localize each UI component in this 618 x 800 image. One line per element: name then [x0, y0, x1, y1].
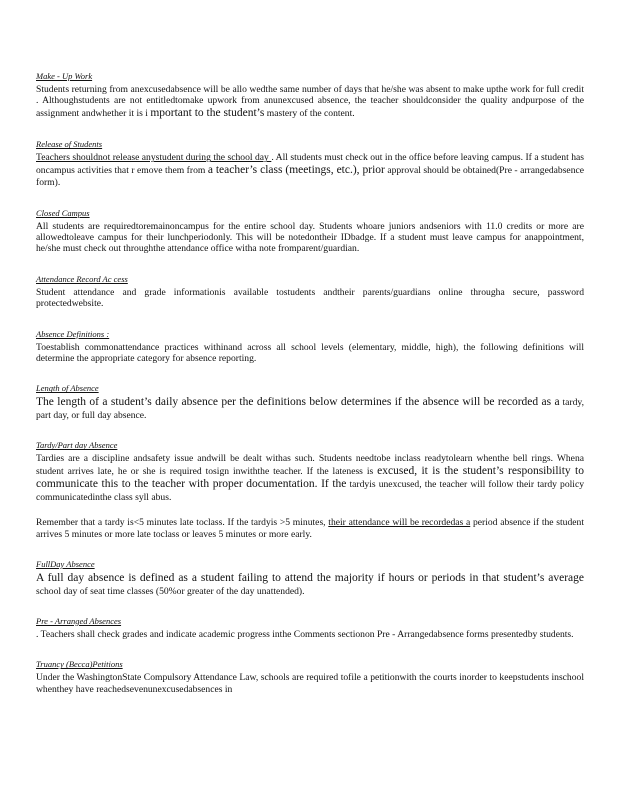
paragraph-text: All students are requiredtoremainoncampus for the entire school day. Students whoare juniors andseniors with 11.0 credits or more are allowedtoleave campus for their lunchperiodonly. This will be notedontheir IDbadge. If a student must leave campus for anappointment, he/she must check out throughthe attendance office witha note fromparent/guardian.	[36, 220, 584, 255]
section-truancy-becca-petitions	[36, 654, 584, 695]
section-absence-definitions	[36, 324, 584, 365]
section-paragraph	[36, 152, 584, 188]
section-paragraph	[36, 572, 584, 597]
paragraph-text: Teachers shouldnot release anystudent during the school day	[36, 152, 272, 164]
section-length-of-absence	[36, 378, 584, 421]
section-heading: FullDay Absence	[36, 559, 95, 569]
section-untitled	[36, 517, 584, 540]
paragraph-text: tardy, part day, or full day absence.	[36, 397, 584, 421]
section-heading: Make - Up Work	[36, 71, 93, 81]
paragraph-text: school day of seat time classes (50%or greater of the day unattended).	[36, 585, 305, 597]
section-make-up-work	[36, 66, 584, 120]
paragraph-text: Student attendance and grade informationis available tostudents andtheir parents/guardians online througha secure, password protectedwebsite.	[36, 286, 584, 310]
section-paragraph	[36, 453, 584, 503]
paragraph-text: mastery of the content.	[264, 107, 355, 119]
paragraph-text: tardyis unexcused, the teacher will follow their tardy policy communicatedinthe class syll abus.	[36, 479, 585, 503]
section-closed-campus	[36, 203, 584, 255]
paragraph-text: Tardies are a discipline andsafety issue andwill be dealt withas such. Students needtobe inclass readytolearn whenthe bell rings. Whena student arrives late, he or she is required tosign inwiththe teacher. If the lateness is	[36, 453, 584, 477]
section-heading: Tardy/Part day Absence	[36, 440, 118, 451]
section-paragraph	[36, 342, 584, 365]
paragraph-text: . All students must check out in the office before leaving campus. If a student has oncampus activities that r emove them from	[36, 152, 584, 176]
section-heading: Length of Absence	[36, 383, 99, 394]
section-tardy-part-day-absence	[36, 435, 584, 503]
section-paragraph	[36, 84, 584, 120]
paragraph-text-large: The length of a student’s daily absence per the definitions below determines if the absence will be recorded as a	[36, 396, 560, 409]
paragraph-text: Toestablish commonattendance practices withinand across all school levels (elementary, middle, high), the following definitions will determine the appropriate category for absence reporting.	[36, 341, 584, 365]
paragraph-text: their attendance will be recordedas a	[328, 517, 471, 529]
section-release-of-students	[36, 134, 584, 188]
paragraph-text: period absence if the student arrives 5 minutes or more late toclass or leaves 5 minutes or more early.	[36, 517, 584, 540]
paragraph-text: Students returning from anexcusedabsence will be allo wedthe same number of days that he/she was absent to make upthe work for full credit . Althoughstudents are not entitledtomake upwork from anunexcused absence, the teacher shouldconsider the quality andpurpose of the assignment andwhether it is i	[36, 84, 584, 119]
paragraph-text: Under the WashingtonState Compulsory Attendance Law, schools are required tofile a petitionwith the courts inorder to keepstudents inschool whenthey have reachedsevenunexcusedabsences in	[36, 672, 584, 695]
section-paragraph	[36, 287, 584, 310]
paragraph-text: approval should be obtained(Pre - arrangedabsence form).	[36, 164, 585, 189]
section-heading: Attendance Record Ac cess	[36, 273, 128, 284]
section-paragraph	[36, 672, 584, 695]
section-fullday-absence	[36, 554, 584, 597]
section-paragraph	[36, 221, 584, 255]
paragraph-text-large: A full day absence is defined as a student failing to attend the majority if hours or periods in that student’s average	[36, 572, 584, 584]
section-paragraph	[36, 517, 584, 540]
paragraph-text-large: mportant to the student’s	[150, 106, 265, 119]
document-body	[36, 66, 584, 709]
section-pre-arranged-absences	[36, 611, 584, 640]
section-attendance-record-ac-cess	[36, 269, 584, 310]
paragraph-text: Remember that a tardy is<5 minutes late toclass. If the tardyis >5 minutes,	[36, 517, 329, 529]
paragraph-text: . Teachers shall check grades and indicate academic progress inthe Comments sectionon Pre - Arrangedabsence forms presentedby students.	[36, 628, 574, 640]
section-paragraph	[36, 629, 584, 640]
paragraph-text-large: excused, it is the student’s responsibility to communicate this to the teacher with proper documentation. If the	[36, 464, 584, 491]
section-paragraph	[36, 396, 584, 421]
section-heading: Pre - Arranged Absences	[36, 615, 122, 626]
paragraph-text-large: a teacher’s class (meetings, etc.), prior	[207, 163, 385, 176]
section-heading: Truancy (Becca)Petitions	[36, 659, 123, 670]
section-heading: Release of Students	[36, 139, 103, 150]
section-heading: Closed Campus	[36, 207, 90, 218]
section-heading: Absence Definitions :	[36, 328, 110, 339]
